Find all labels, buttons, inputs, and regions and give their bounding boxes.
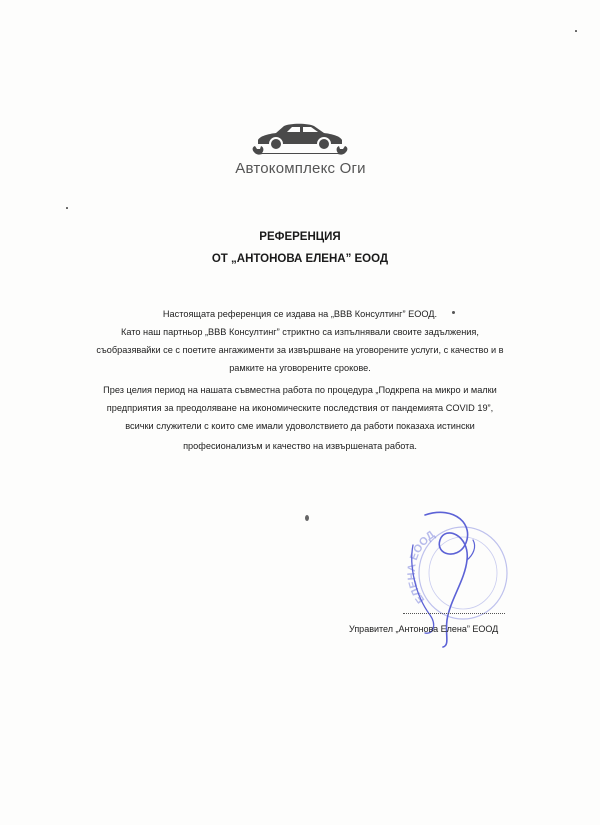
svg-text:ЕЛЕНА ЕООД	[406, 529, 438, 606]
body-line: професионализъм и качество на извършената работа.	[183, 441, 417, 451]
car-wrench-icon	[250, 118, 350, 160]
scan-speck	[66, 207, 68, 209]
body-line: съобразявайки се с поетите ангажименти за извършване на уговорените услуги, с качество и в	[96, 345, 504, 355]
document-subtitle: ОТ „АНТОНОВА ЕЛЕНА” ЕООД	[211, 253, 389, 265]
logo-name: Автокомплекс Оги	[235, 160, 366, 177]
signatory-caption: Управител „Антонова Елена” ЕООД	[349, 624, 499, 634]
body-line: През целия период на нашата съвместна работа по процедура „Подкрепа на микро и малки	[103, 385, 497, 395]
signature-line	[403, 613, 505, 614]
scan-speck	[575, 30, 577, 32]
body-line: всички служители с които сме имали удоволствието да работи показаха истински	[125, 421, 475, 431]
document-title: РЕФЕРЕНЦИЯ	[259, 231, 341, 243]
stamp-text: ЕЛЕНА ЕООД	[405, 528, 438, 606]
scan-speck	[305, 515, 309, 521]
body-line: Настоящата референция се издава на „ВВВ Консултинг” ЕООД.	[162, 309, 438, 319]
company-logo	[228, 118, 373, 183]
body-line: Като наш партньор „ВВВ Консултинг” стриктно са изпълнявали своите задължения,	[121, 327, 479, 337]
scan-speck	[452, 311, 455, 314]
body-line: рамките на уговорените срокове.	[229, 363, 371, 373]
body-line: предприятия за преодоляване на икономическите последствия от пандемията COVID 19”,	[106, 403, 494, 413]
